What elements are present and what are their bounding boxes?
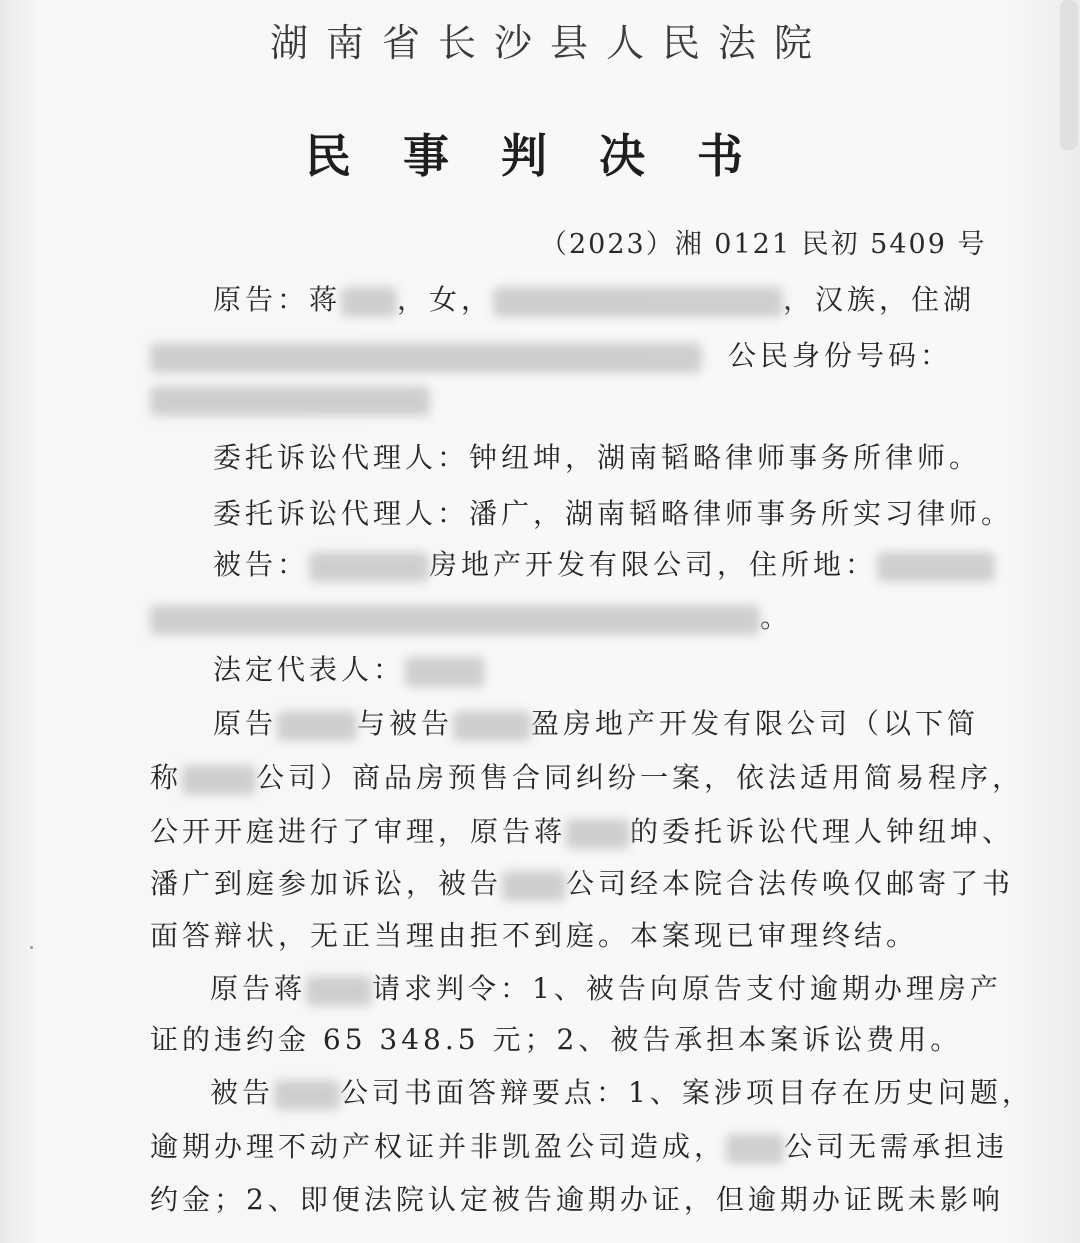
- redacted-text: [877, 552, 995, 582]
- defendant-address-line: 。: [150, 596, 792, 636]
- court-name: 湖南省长沙县人民法院: [269, 21, 830, 65]
- redacted-text: [341, 287, 397, 317]
- redacted-text: [453, 711, 531, 741]
- redacted-text: [405, 657, 485, 687]
- document-title: 民事判决书: [305, 129, 795, 183]
- redacted-text: [274, 1080, 340, 1110]
- redacted-text: [150, 605, 760, 635]
- defence-line-3: 约金；2、即便法院认定被告逾期办证，但逾期办证既未影响: [150, 1183, 1004, 1216]
- case-summary-line-1: 原告 与被告 盈房地产开发有限公司（以下简: [213, 707, 980, 740]
- defence-line-1: 被告 公司书面答辩要点：1、案涉项目存在历史问题，: [210, 1076, 1034, 1109]
- case-number: （2023）湘 0121 民初 5409 号: [540, 229, 987, 260]
- redacted-text: [182, 765, 256, 795]
- defence-line-2: 逾期办理不动产权证并非凯盈公司造成， 公司无需承担违: [150, 1130, 1009, 1163]
- scan-speck: [30, 946, 33, 949]
- case-summary-line-5: 面答辩状，无正当理由拒不到庭。本案现已审理终结。: [150, 919, 919, 952]
- plaintiff-address-line: 公民身份号码：: [150, 334, 952, 374]
- redacted-text: [306, 976, 372, 1006]
- plaintiff-line: 原告：蒋 ，女， ，汉族，住湖: [213, 283, 976, 316]
- redacted-text: [150, 343, 702, 373]
- redacted-text: [150, 386, 430, 416]
- claims-line-1: 原告蒋 请求判令：1、被告向原告支付逾期办理房产: [210, 972, 1002, 1005]
- redacted-text: [309, 552, 429, 582]
- redacted-text: [277, 711, 357, 741]
- redacted-text: [502, 871, 566, 901]
- agent-line-1: 委托诉讼代理人：钟纽坤，湖南韬略律师事务所律师。: [213, 441, 982, 474]
- case-summary-line-4: 潘广到庭参加诉讼，被告 公司经本院合法传唤仅邮寄了书: [150, 867, 1015, 900]
- plaintiff-id-line: [150, 382, 430, 416]
- redacted-text: [726, 1134, 784, 1164]
- redacted-text: [566, 819, 630, 849]
- agent-line-2: 委托诉讼代理人：潘广，湖南韬略律师事务所实习律师。: [213, 497, 1014, 530]
- redacted-text: [493, 287, 783, 317]
- defendant-line: 被告： 房地产开发有限公司，住所地：: [213, 543, 995, 583]
- legal-rep-line: 法定代表人：: [213, 648, 485, 688]
- claims-line-2: 证的违约金 65 348.5 元；2、被告承担本案诉讼费用。: [150, 1023, 963, 1056]
- case-summary-line-2: 称 公司）商品房预售合同纠纷一案，依法适用简易程序，: [150, 761, 1025, 794]
- case-summary-line-3: 公开开庭进行了审理，原告蒋 的委托诉讼代理人钟纽坤、: [150, 815, 1015, 848]
